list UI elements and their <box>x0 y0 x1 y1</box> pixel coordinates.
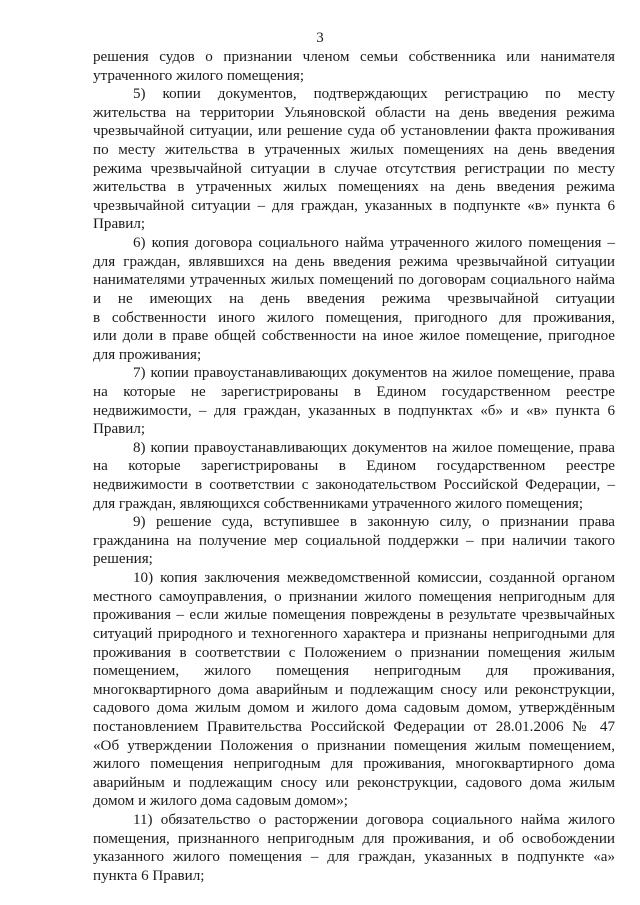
text-line: постановлением Правительства Российской Федерации от 28.01.2006 № 47 <box>93 718 615 735</box>
document-body <box>93 48 615 885</box>
list-item-8 <box>93 439 615 513</box>
list-item-6 <box>93 234 615 364</box>
text-line: для проживания; <box>93 346 202 363</box>
text-line: проживания в соответствии с Положением о признании помещения жилым <box>93 644 615 661</box>
text-line: утраченного жилого помещения; <box>93 67 305 84</box>
text-line: жилого помещения непригодным для проживания, многоквартирного дома <box>93 756 615 773</box>
text-line: недвижимости, – для граждан, указанных в подпунктах «б» и «в» пункта 6 <box>93 402 615 419</box>
text-line: 5) копии документов, подтверждающих регистрацию по месту <box>133 86 615 103</box>
text-line: в собственности иного жилого помещения, пригодного для проживания, <box>93 309 615 326</box>
text-line: многоквартирного дома аварийным и подлежащим сносу или реконструкции, <box>93 681 615 698</box>
text-line: на которые не зарегистрированы в Едином государственном реестре <box>93 383 615 400</box>
list-item-7 <box>93 364 615 438</box>
text-line: 11) обязательство о расторжении договора социального найма жилого <box>133 811 615 828</box>
text-line: недвижимости в соответствии с законодательством Российской Федерации, – <box>93 477 615 494</box>
list-item-10 <box>93 569 615 811</box>
text-line: или доли в праве общей собственности на иное жилое помещение, пригодное <box>93 328 615 345</box>
text-line: чрезвычайной ситуации – для граждан, указанных в подпункте «в» пункта 6 <box>93 197 615 214</box>
text-line: ситуаций природного и техногенного характера и признаны непригодными для <box>93 625 615 642</box>
list-item-9 <box>93 513 615 569</box>
text-line: 7) копии правоустанавливающих документов на жилое помещение, права <box>133 365 615 382</box>
text-line: домом и жилого дома садовым домом»; <box>93 793 348 810</box>
text-line: решения судов о признании членом семьи собственника или нанимателя <box>93 49 615 65</box>
paragraph-continuation <box>93 48 615 85</box>
text-line: чрезвычайной ситуации, или решение суда об установлении факта проживания <box>93 123 615 140</box>
text-line: на которые зарегистрированы в Едином государственном реестре <box>93 458 615 475</box>
text-line: решения; <box>93 551 153 568</box>
text-line: местного самоуправления, о признании жилого помещения непригодным для <box>93 588 615 605</box>
text-line: 9) решение суда, вступившее в законную силу, о признании права <box>133 514 615 531</box>
text-line: режима чрезвычайной ситуации в случае отсутствия регистрации по месту <box>93 160 615 177</box>
text-line: Правил; <box>93 421 146 438</box>
text-line: жительства в утраченных жилых помещениях на день введения режима <box>93 179 615 196</box>
text-line: помещения, признанного непригодным для проживания, и об освобождении <box>93 830 615 847</box>
text-line: нанимателями утраченных жилых помещений по договорам социального найма <box>93 272 615 289</box>
text-line: для граждан, являвшихся на день введения режима чрезвычайной ситуации <box>93 253 615 270</box>
text-line: проживания – если жилые помещения повреждены в результате чрезвычайных <box>93 607 615 624</box>
text-line: 6) копия договора социального найма утраченного жилого помещения – <box>133 235 615 252</box>
text-line: гражданина на получение мер социальной поддержки – при наличии такого <box>93 532 615 549</box>
text-line: указанного жилого помещения – для граждан, указанных в подпункте «а» <box>93 849 615 866</box>
text-line: Правил; <box>93 216 146 233</box>
list-item-5 <box>93 85 615 234</box>
page-number: 3 <box>316 30 324 46</box>
text-line: «Об утверждении Положения о признании помещения жилым помещением, <box>93 737 615 754</box>
text-line: и не имеющих на день введения режима чрезвычайной ситуации <box>93 290 615 307</box>
text-line: для граждан, являющихся собственниками утраченного жилого помещения; <box>93 495 584 512</box>
text-line: по месту жительства в утраченных жилых помещениях на день введения <box>93 142 615 159</box>
text-line: 8) копии правоустанавливающих документов на жилое помещение, права <box>133 439 615 456</box>
text-line: аварийным и подлежащим сносу или реконструкции, садового дома жилым <box>93 774 615 791</box>
text-line: садового дома жилым домом и жилого дома садовым домом, утверждённым <box>93 700 615 717</box>
text-line: 10) копия заключения межведомственной комиссии, созданной органом <box>133 570 615 587</box>
text-line: помещением, жилого помещения непригодным для проживания, <box>93 663 615 680</box>
list-item-11 <box>93 811 615 885</box>
text-line: жительства на территории Ульяновской области на день введения режима <box>93 104 615 121</box>
text-line: пункта 6 Правил; <box>93 867 205 884</box>
